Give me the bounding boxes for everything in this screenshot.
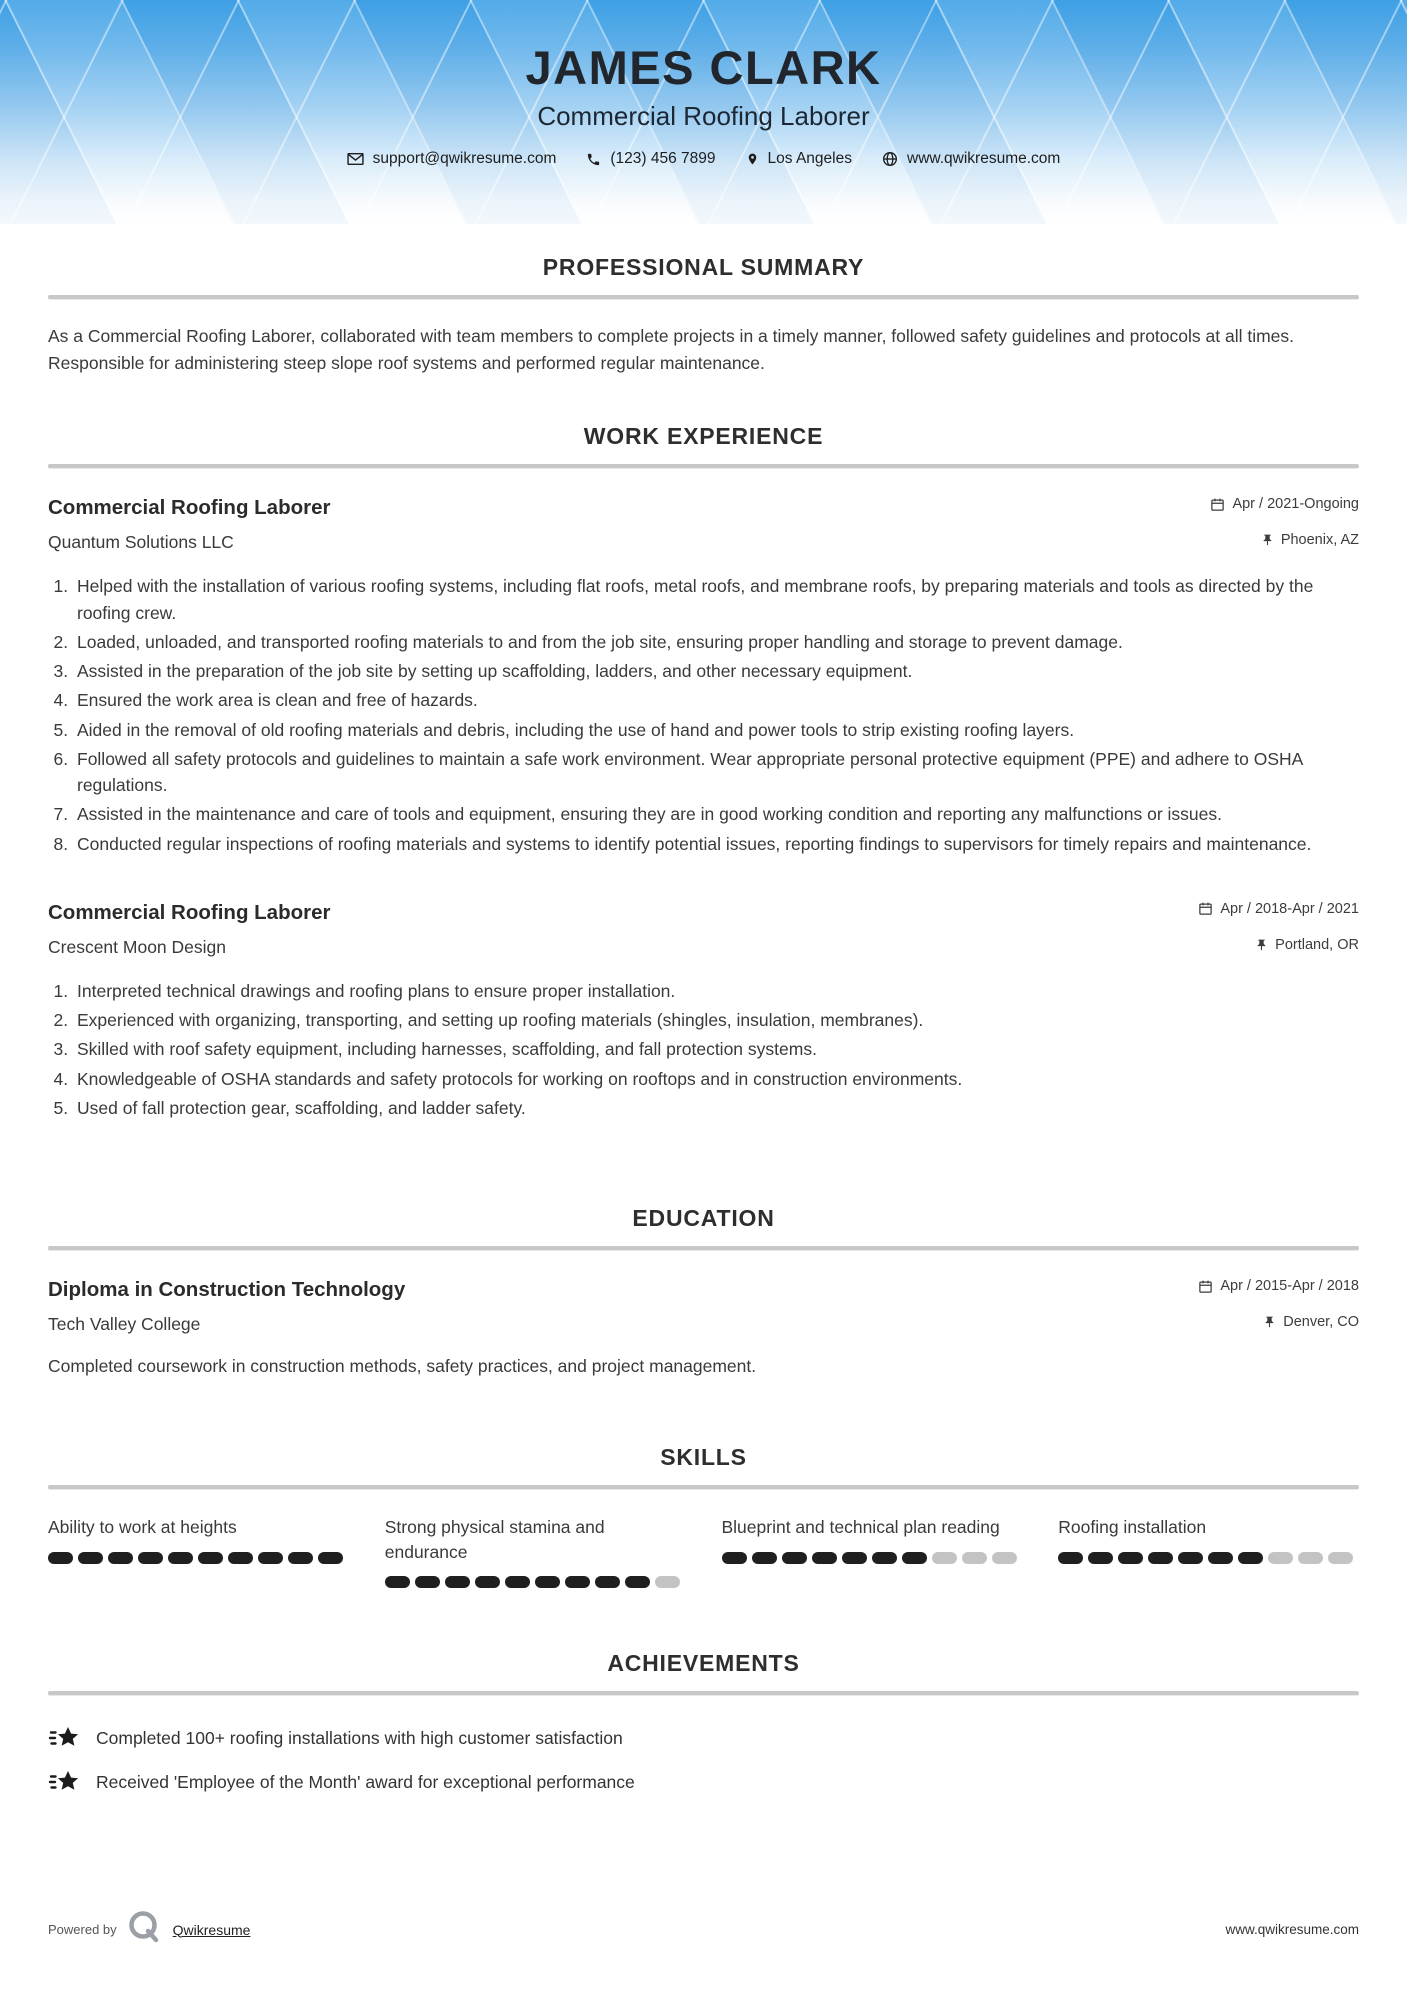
education-description: Completed coursework in construction methods, safety practices, and project management. — [48, 1356, 757, 1376]
education-dates-text: Apr / 2015-Apr / 2018 — [1220, 1278, 1359, 1294]
achievement-item — [48, 1725, 1359, 1751]
contact-row — [0, 150, 1407, 168]
education-heading: EDUCATION — [632, 1205, 775, 1231]
skill-pill-filled — [198, 1552, 223, 1564]
skill-pill-filled — [625, 1576, 650, 1588]
skill-pill-filled — [722, 1552, 747, 1564]
contact-email — [347, 150, 557, 168]
section-divider — [48, 1485, 1359, 1489]
skills-grid — [48, 1515, 1359, 1588]
shooting-star-icon — [48, 1769, 80, 1795]
skill-pill-filled — [1058, 1552, 1083, 1564]
section-divider — [48, 1246, 1359, 1250]
job-bullet: 1. Helped with the installation of various roofing systems, including flat roofs, metal roofs, and membrane roofs, by preparing materials and tools as directed by the roofing crew. — [73, 573, 1359, 626]
skill-label: Blueprint and technical plan reading — [721, 1517, 1000, 1538]
section-achievements — [48, 1650, 1359, 1795]
skill-item — [385, 1515, 686, 1588]
job-title: Commercial Roofing Laborer — [48, 900, 331, 924]
section-education — [48, 1205, 1359, 1380]
achievement-text: Completed 100+ roofing installations with high customer satisfaction — [96, 1727, 623, 1748]
skill-pill-filled — [475, 1576, 500, 1588]
skill-pill-filled — [752, 1552, 777, 1564]
section-divider — [48, 1691, 1359, 1695]
skill-label: Strong physical stamina and endurance — [384, 1517, 605, 1562]
job-location — [1255, 937, 1359, 953]
candidate-name: JAMES CLARK — [525, 41, 882, 94]
skill-label: Ability to work at heights — [48, 1517, 237, 1538]
achievement-list — [48, 1725, 1359, 1795]
skill-pill-empty — [1268, 1552, 1293, 1564]
skill-pill-filled — [1208, 1552, 1233, 1564]
skills-heading: SKILLS — [660, 1444, 747, 1471]
skill-item — [722, 1515, 1023, 1588]
skill-pill-filled — [1178, 1552, 1203, 1564]
contact-website — [882, 150, 1060, 168]
education-dates — [1198, 1278, 1359, 1294]
skill-pill-empty — [655, 1576, 680, 1588]
resume-body — [0, 224, 1407, 1795]
pushpin-icon — [1255, 938, 1268, 952]
skill-pill-empty — [1328, 1552, 1353, 1564]
skill-pill-filled — [1148, 1552, 1173, 1564]
contact-location-text: Los Angeles — [767, 150, 852, 167]
skill-pill-filled — [228, 1552, 253, 1564]
job-bullet: 8. Conducted regular inspections of roofing materials and systems to identify potential issues, reporting findings to supervisors for timely repairs and maintenance. — [73, 831, 1359, 857]
job-title: Commercial Roofing Laborer — [48, 496, 331, 520]
contact-location — [746, 150, 852, 168]
job-bullet: 7. Assisted in the maintenance and care of tools and equipment, ensuring they are in good working condition and reporting any malfunctions or issues. — [73, 801, 1359, 827]
job-location-text: Phoenix, AZ — [1280, 532, 1359, 549]
skill-level-bar — [722, 1552, 1023, 1564]
section-work-experience — [48, 423, 1359, 1121]
calendar-icon — [1210, 497, 1225, 512]
skill-pill-filled — [168, 1552, 193, 1564]
job-bullet: 2. Experienced with organizing, transporting, and setting up roofing materials (shingles, insulation, membranes). — [73, 1007, 1359, 1033]
contact-phone-text: (123) 456 7899 — [610, 150, 716, 167]
job-location — [1261, 532, 1359, 548]
shooting-star-icon — [48, 1725, 80, 1751]
skill-pill-filled — [595, 1576, 620, 1588]
skill-pill-filled — [782, 1552, 807, 1564]
pushpin-icon — [1261, 533, 1274, 547]
skill-pill-filled — [535, 1576, 560, 1588]
job-location-text: Portland, OR — [1275, 936, 1359, 953]
skill-pill-filled — [1118, 1552, 1143, 1564]
work-heading: WORK EXPERIENCE — [583, 423, 824, 450]
skill-pill-filled — [1238, 1552, 1263, 1564]
skill-pill-filled — [445, 1576, 470, 1588]
skill-pill-empty — [992, 1552, 1017, 1564]
job-company: Quantum Solutions LLC — [48, 532, 234, 553]
footer-branding — [48, 1909, 250, 1950]
summary-heading: PROFESSIONAL SUMMARY — [542, 254, 865, 280]
contact-phone — [586, 150, 715, 168]
skill-pill-empty — [932, 1552, 957, 1564]
skill-pill-filled — [902, 1552, 927, 1564]
job-bullet: 3. Assisted in the preparation of the job site by setting up scaffolding, ladders, and other necessary equipment. — [73, 658, 1359, 684]
section-professional-summary — [48, 254, 1359, 377]
calendar-icon — [1198, 1279, 1213, 1294]
job-bullet: 5. Used of fall protection gear, scaffolding, and ladder safety. — [73, 1095, 1359, 1121]
school-name: Tech Valley College — [48, 1314, 201, 1334]
achievement-text: Received 'Employee of the Month' award for exceptional performance — [96, 1771, 635, 1792]
education-location-text: Denver, CO — [1283, 1314, 1359, 1330]
job-entry — [48, 901, 1359, 1121]
skill-pill-empty — [1298, 1552, 1323, 1564]
job-dates — [1210, 496, 1359, 512]
skill-pill-filled — [138, 1552, 163, 1564]
skill-item — [48, 1515, 349, 1588]
email-icon — [347, 152, 364, 166]
skill-pill-filled — [385, 1576, 410, 1588]
job-dates-text: Apr / 2018-Apr / 2021 — [1220, 900, 1359, 917]
skill-pill-filled — [258, 1552, 283, 1564]
skill-pill-filled — [318, 1552, 343, 1564]
skill-item — [1058, 1515, 1359, 1588]
job-entry — [48, 496, 1359, 857]
achievements-heading: ACHIEVEMENTS — [607, 1650, 800, 1677]
globe-icon — [882, 151, 898, 167]
job-bullet: 6. Followed all safety protocols and guidelines to maintain a safe work environment. Wear appropriate personal protective equipment (PPE) and adhere to OSHA regulations. — [73, 746, 1359, 799]
phone-icon — [586, 152, 601, 167]
job-company: Crescent Moon Design — [48, 936, 226, 957]
skill-pill-filled — [565, 1576, 590, 1588]
pushpin-icon — [1263, 1315, 1276, 1329]
skill-pill-filled — [842, 1552, 867, 1564]
achievement-item — [48, 1769, 1359, 1795]
job-bullet-list — [48, 573, 1359, 857]
degree-title: Diploma in Construction Technology — [48, 1278, 406, 1301]
skill-pill-filled — [78, 1552, 103, 1564]
skill-label: Roofing installation — [1058, 1517, 1207, 1538]
job-bullet-list — [48, 978, 1359, 1121]
job-bullet: 4. Ensured the work area is clean and free of hazards. — [73, 687, 1359, 713]
skill-pill-filled — [1088, 1552, 1113, 1564]
job-bullet: 5. Aided in the removal of old roofing materials and debris, including the use of hand and power tools to strip existing roofing layers. — [73, 717, 1359, 743]
job-dates — [1198, 901, 1359, 917]
contact-email-text: support@qwikresume.com — [372, 150, 557, 167]
footer — [0, 1909, 1407, 1990]
skill-pill-filled — [108, 1552, 133, 1564]
location-icon — [746, 151, 759, 167]
summary-text: As a Commercial Roofing Laborer, collaborated with team members to complete projects in a timely manner, followed safety guidelines and protocols at all times. Responsible for administering steep slope roof systems and performed regular maintenance. — [48, 326, 1295, 374]
job-bullet: 2. Loaded, unloaded, and transported roofing materials to and from the job site, ensuring proper handling and storage to prevent damage. — [73, 629, 1359, 655]
skill-pill-filled — [812, 1552, 837, 1564]
skill-pill-filled — [415, 1576, 440, 1588]
job-bullet: 1. Interpreted technical drawings and roofing plans to ensure proper installation. — [73, 978, 1359, 1004]
education-entry — [48, 1278, 1359, 1380]
qwikresume-logo-icon — [127, 1909, 163, 1950]
powered-by-label: Powered by — [48, 1922, 117, 1937]
section-divider — [48, 295, 1359, 299]
candidate-title: Commercial Roofing Laborer — [537, 101, 870, 131]
section-divider — [48, 464, 1359, 468]
skill-pill-filled — [872, 1552, 897, 1564]
header-banner — [0, 0, 1407, 224]
education-location — [1263, 1314, 1359, 1330]
section-skills — [48, 1444, 1359, 1588]
skill-pill-filled — [288, 1552, 313, 1564]
skill-pill-filled — [505, 1576, 530, 1588]
calendar-icon — [1198, 901, 1213, 916]
skill-level-bar — [48, 1552, 349, 1564]
job-bullet: 4. Knowledgeable of OSHA standards and safety protocols for working on rooftops and in construction environments. — [73, 1066, 1359, 1092]
skill-level-bar — [1058, 1552, 1359, 1564]
skill-level-bar — [385, 1576, 686, 1588]
skill-pill-filled — [48, 1552, 73, 1564]
qwikresume-link[interactable]: Qwikresume — [172, 1921, 251, 1938]
skill-pill-empty — [962, 1552, 987, 1564]
job-bullet: 3. Skilled with roof safety equipment, including harnesses, scaffolding, and fall protection systems. — [73, 1036, 1359, 1062]
contact-website-text: www.qwikresume.com — [907, 150, 1061, 167]
footer-url: www.qwikresume.com — [1225, 1922, 1359, 1937]
job-dates-text: Apr / 2021-Ongoing — [1232, 496, 1359, 513]
